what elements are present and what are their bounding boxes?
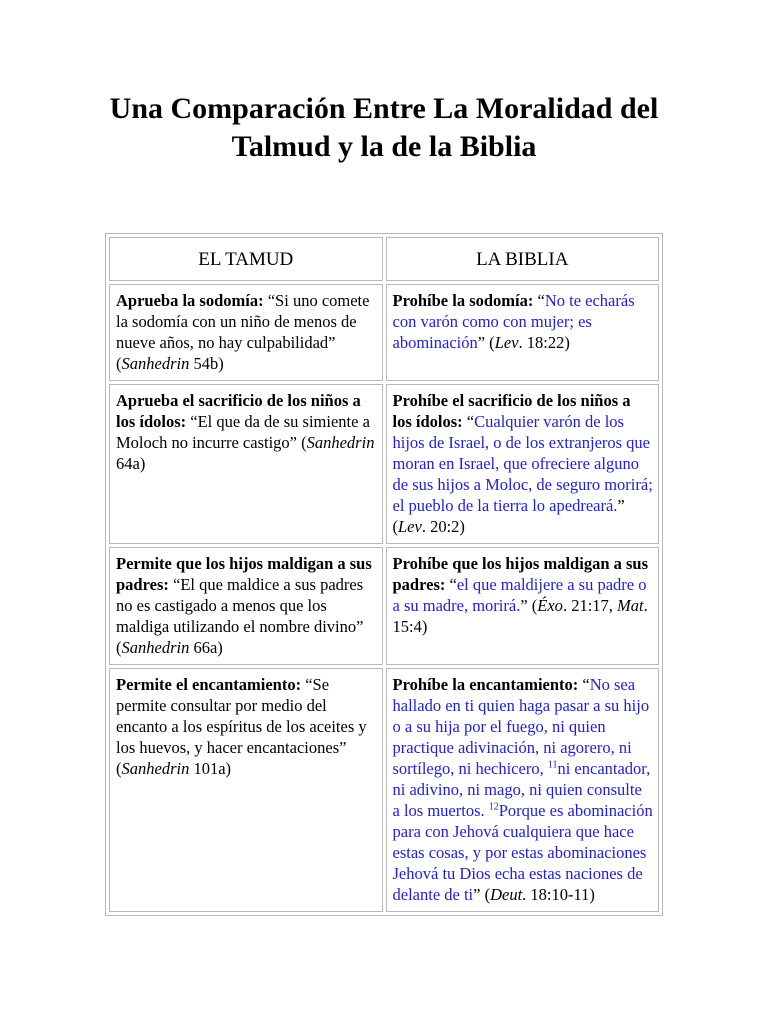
- biblia-quote: Cualquier varón de los hijos de Israel, o de los extranjeros que moran en Israel, que ofreciere alguno de sus hijos a Moloc, de seguro morirá; el pueblo de la tierra lo apedreará.: [392, 412, 653, 515]
- biblia-cell: [386, 284, 660, 381]
- table-row: [109, 668, 659, 912]
- talmud-source: Sanhedrin: [121, 759, 190, 778]
- quote-open: “: [462, 412, 475, 431]
- quote-close: ” (: [477, 333, 495, 352]
- table-row: [109, 284, 659, 381]
- talmud-lead: Aprueba el sacrificio de los niños a los ídolos:: [116, 391, 361, 431]
- talmud-cell: [109, 668, 383, 912]
- talmud-ref: 64a): [116, 454, 146, 473]
- header-biblia: LA BIBLIA: [386, 237, 660, 281]
- page-title: [0, 90, 768, 166]
- quote-close: ” (: [473, 885, 491, 904]
- verse-12-text: Porque es abominación para con Jehová cualquiera que hace estas cosas, y por estas abominaciones Jehová tu Dios echa estas naciones de delante de ti: [392, 801, 653, 904]
- quote-close: ” (: [520, 596, 538, 615]
- talmud-ref: 54b): [189, 354, 224, 373]
- header-row: [109, 237, 659, 281]
- biblia-lead: Prohíbe la encantamiento:: [392, 675, 579, 694]
- comparison-table: [105, 233, 663, 916]
- talmud-quote: “Se permite consultar por medio del encanto a los espíritus de los aceites y los huevos, y hacer encantaciones” (: [116, 675, 367, 778]
- biblia-ref: . 18:10-11): [522, 885, 595, 904]
- biblia-source: Deut: [490, 885, 523, 904]
- biblia-source: Lev: [494, 333, 519, 352]
- quote-close: ” (: [392, 496, 625, 536]
- biblia-source: Lev: [398, 517, 422, 536]
- talmud-lead: Permite el encantamiento:: [116, 675, 302, 694]
- talmud-lead: Aprueba la sodomía:: [116, 291, 264, 310]
- title-line-1: Una Comparación Entre La Moralidad del: [109, 92, 659, 125]
- talmud-source: Sanhedrin: [121, 354, 190, 373]
- talmud-quote: “El que da de su simiente a Moloch no incurre castigo” (: [116, 412, 370, 452]
- table-row: [109, 547, 659, 665]
- biblia-lead: Prohíbe el sacrificio de los niños a los ídolos:: [392, 391, 631, 431]
- talmud-lead: Permite que los hijos maldigan a sus padres:: [116, 554, 372, 594]
- verse-number-12: 12: [488, 801, 499, 813]
- title-line-2: Talmud y la de la Biblia: [231, 130, 537, 163]
- talmud-cell: [109, 547, 383, 665]
- verse-11-text: ni encantador, ni adivino, ni mago, ni quien consulte a los muertos.: [392, 759, 651, 820]
- talmud-cell: [109, 384, 383, 544]
- biblia-lead: Prohíbe la sodomía:: [392, 291, 534, 310]
- quote-open: “: [533, 291, 545, 310]
- biblia-quote: No te echarás con varón como con mujer; es abominación: [392, 291, 635, 352]
- talmud-quote: “El que maldice a sus padres no es castigado a menos que los maldiga utilizando el nombre divino” (: [116, 575, 364, 657]
- quote-open: “: [578, 675, 590, 694]
- quote-open: “: [445, 575, 457, 594]
- talmud-cell: [109, 284, 383, 381]
- table-row: [109, 384, 659, 544]
- verse-10-text: No sea hallado en ti quien haga pasar a su hijo o a su hija por el fuego, ni quien practique adivinación, ni agorero, ni sortílego, ni hechicero,: [392, 675, 650, 778]
- biblia-cell: [386, 547, 660, 665]
- biblia-source-2: Mat: [617, 596, 644, 615]
- biblia-ref: . 20:2): [421, 517, 465, 536]
- biblia-cell: [386, 668, 660, 912]
- biblia-ref: . 15:4): [392, 596, 648, 636]
- biblia-source: Éxo: [537, 596, 563, 615]
- biblia-ref-mid: . 21:17,: [562, 596, 618, 615]
- talmud-quote: “Si uno comete la sodomía con un niño de menos de nueve años, no hay culpabilidad” (: [116, 291, 370, 373]
- biblia-cell: [386, 384, 660, 544]
- talmud-source: Sanhedrin: [121, 638, 190, 657]
- talmud-ref: 101a): [189, 759, 232, 778]
- biblia-lead: Prohíbe que los hijos maldigan a sus padres:: [392, 554, 649, 594]
- header-talmud: EL TAMUD: [109, 237, 383, 281]
- verse-number-11: 11: [547, 759, 558, 771]
- biblia-quote: el que maldijere a su padre o a su madre, morirá.: [392, 575, 647, 615]
- talmud-ref: 66a): [189, 638, 223, 657]
- biblia-quote: [393, 675, 653, 904]
- talmud-source: Sanhedrin: [306, 433, 375, 452]
- biblia-ref: . 18:22): [518, 333, 570, 352]
